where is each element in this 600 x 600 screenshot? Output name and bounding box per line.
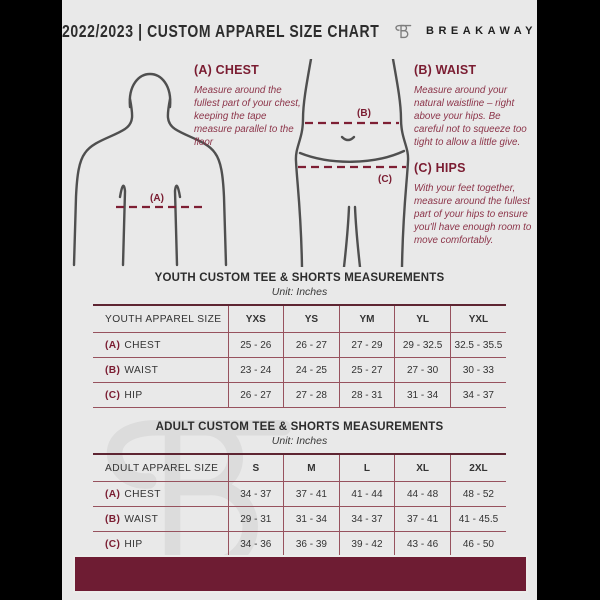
- value-cell: 39 - 42: [339, 532, 395, 557]
- lower-body-diagram: [290, 59, 414, 267]
- row-label: CHEST: [124, 339, 161, 351]
- value-cell: 41 - 45.5: [450, 507, 506, 532]
- header-cell: YS: [284, 305, 340, 333]
- value-cell: 29 - 31: [228, 507, 284, 532]
- waist-line-label: (B): [357, 108, 371, 119]
- value-cell: 29 - 32.5: [395, 333, 451, 358]
- header-cell: S: [228, 454, 284, 482]
- table-row: [93, 532, 506, 557]
- chest-guide: [194, 63, 304, 149]
- hips-guide-body: With your feet together, measure around the fullest part of your hips to ensure you'll have enough room to move comfortably.: [414, 183, 532, 247]
- header-cell: YXS: [228, 305, 284, 333]
- page-header: [62, 16, 537, 46]
- header-cell: YL: [395, 305, 451, 333]
- header-cell: YXL: [450, 305, 506, 333]
- value-cell: 34 - 37: [228, 482, 284, 507]
- chest-line-label: (A): [150, 193, 164, 204]
- chest-guide-body: Measure around the fullest part of your chest, keeping the tape measure parallel to the floor: [194, 85, 301, 149]
- waist-guide-heading: (B) WAIST: [414, 63, 477, 77]
- value-cell: 37 - 41: [395, 507, 451, 532]
- hips-guide-heading: (C) HIPS: [414, 161, 466, 175]
- header-cell: XL: [395, 454, 451, 482]
- header-cell: L: [339, 454, 395, 482]
- chest-guide-heading: (A) CHEST: [194, 63, 259, 77]
- row-label: HIP: [124, 389, 143, 401]
- adult-table-unit: Unit: Inches: [271, 435, 328, 447]
- value-cell: 36 - 39: [284, 532, 340, 557]
- value-cell: 46 - 50: [450, 532, 506, 557]
- header-cell: 2XL: [450, 454, 506, 482]
- header-cell: YM: [339, 305, 395, 333]
- row-label: WAIST: [124, 513, 159, 525]
- row-label: WAIST: [124, 364, 159, 376]
- row-prefix: (A): [105, 488, 121, 500]
- value-cell: 31 - 34: [284, 507, 340, 532]
- value-cell: 34 - 37: [450, 383, 506, 408]
- row-label: CHEST: [124, 488, 161, 500]
- table-row: [93, 333, 506, 358]
- youth-table-unit: Unit: Inches: [271, 286, 328, 298]
- adult-table-title: ADULT CUSTOM TEE & SHORTS MEASUREMENTS: [155, 421, 444, 433]
- row-prefix: (C): [105, 538, 121, 550]
- breakaway-logo-icon: [393, 17, 412, 45]
- row-prefix: (B): [105, 364, 121, 376]
- size-chart-page: [62, 0, 537, 600]
- value-cell: 27 - 28: [284, 383, 340, 408]
- value-cell: 25 - 27: [339, 358, 395, 383]
- table-row: [93, 507, 506, 532]
- value-cell: 41 - 44: [339, 482, 395, 507]
- row-prefix: (C): [105, 389, 121, 401]
- value-cell: 37 - 41: [284, 482, 340, 507]
- adult-size-table: [93, 453, 506, 557]
- adult-table-block: [62, 421, 537, 557]
- value-cell: 32.5 - 35.5: [450, 333, 506, 358]
- value-cell: 26 - 27: [284, 333, 340, 358]
- header-cell: ADULT APPAREL SIZE: [93, 454, 228, 482]
- table-row: [93, 358, 506, 383]
- header-cell: YOUTH APPAREL SIZE: [93, 305, 228, 333]
- table-header-row: [93, 305, 506, 333]
- youth-size-table: [93, 304, 506, 408]
- brand-name: BREAKAWAY: [426, 25, 537, 37]
- value-cell: 25 - 26: [228, 333, 284, 358]
- value-cell: 44 - 48: [395, 482, 451, 507]
- page-title: 2022/2023 | CUSTOM APPAREL SIZE CHART: [62, 21, 380, 41]
- value-cell: 34 - 37: [339, 507, 395, 532]
- value-cell: 23 - 24: [228, 358, 284, 383]
- row-prefix: (B): [105, 513, 121, 525]
- header-cell: M: [284, 454, 340, 482]
- table-row: [93, 482, 506, 507]
- value-cell: 48 - 52: [450, 482, 506, 507]
- row-prefix: (A): [105, 339, 121, 351]
- value-cell: 24 - 25: [284, 358, 340, 383]
- value-cell: 26 - 27: [228, 383, 284, 408]
- hip-line-label: (C): [378, 174, 392, 185]
- value-cell: 27 - 29: [339, 333, 395, 358]
- table-header-row: [93, 454, 506, 482]
- footer-bar: [73, 555, 528, 593]
- size-tables-section: [62, 272, 537, 557]
- waist-guide: [414, 63, 532, 149]
- measurement-diagram-section: [62, 55, 537, 268]
- waist-guide-body: Measure around your natural waistline – right above your hips. Be careful not to squeeze too tight to allow a little give.: [414, 85, 527, 149]
- youth-table-title: YOUTH CUSTOM TEE & SHORTS MEASUREMENTS: [154, 272, 445, 284]
- row-label: HIP: [124, 538, 143, 550]
- hips-guide: [414, 161, 532, 247]
- youth-table-block: [62, 272, 537, 408]
- value-cell: 27 - 30: [395, 358, 451, 383]
- value-cell: 30 - 33: [450, 358, 506, 383]
- value-cell: 43 - 46: [395, 532, 451, 557]
- table-row: [93, 383, 506, 408]
- value-cell: 28 - 31: [339, 383, 395, 408]
- value-cell: 31 - 34: [395, 383, 451, 408]
- value-cell: 34 - 36: [228, 532, 284, 557]
